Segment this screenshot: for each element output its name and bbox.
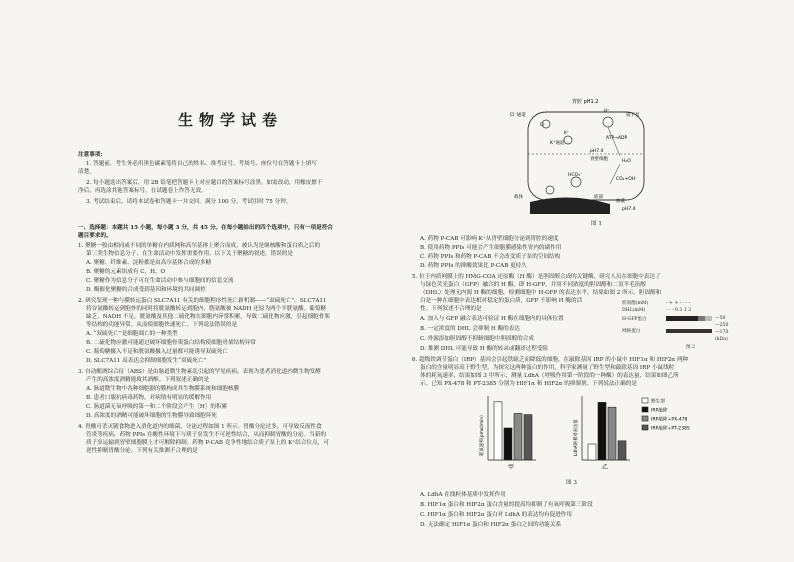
fig3-b-bar-2 (608, 407, 616, 460)
fig1-k-channel: K⁺通道 (550, 141, 565, 146)
fig2-row-clathrin: 网格蛋白 (622, 329, 641, 334)
fig3-a-y-label: 耗氧速率(pmol/min) (480, 415, 485, 456)
q6-option-b: B. HIF1α 蛋白和 HIF2α 蛋白含量的提高均抑制了有氧呼吸第三阶段 (420, 502, 593, 508)
note-2b: 净后，再选涂其他答案标号。在试题卷上作答无效。 (78, 188, 207, 194)
fig3-b-panel-label: 乙 (602, 464, 609, 471)
q1-option-d: D. 酶催化聚糖的合成受到基因和环境的共同调控 (86, 287, 206, 293)
fig3-legend-swatch-2 (642, 416, 648, 421)
q5-stem-5: 性。下列叙述不合理的是 (420, 306, 482, 312)
q5-stem-2: 与绿色荧光蛋白（GFP）融合的 H 酶，即 H-GFP，并用不同浓度的胆固醇和二氢羊毛甾醇 (420, 282, 646, 288)
q4-stem-1: 4. 胃酸可杀灭随食物进入消化道内的细菌，分泌过程如图 1 所示。胃酸分泌过多，可导致反流性食 (78, 424, 322, 430)
fig1-cl-ion: Cl⁻ (540, 122, 547, 127)
fig3-a-bar-3 (524, 415, 532, 460)
q6-stem-4: 示。已知 PX-478 和 PT-2385 分别为 HIF1α 和 HIF2α 的抑制剂。下列说法正确的是 (420, 381, 637, 387)
fig3-legend-label-3: IRP敲除+PT-2385 (651, 426, 690, 432)
fig3-b-bar-3 (618, 441, 626, 460)
q3-option-c: C. 肠道菌无氧呼吸的第一和二个阶段会产生［H］的积累 (86, 404, 228, 410)
q1-stem-2: 第三类生物信息分子，在生命活动中发挥重要作用。以下关于聚糖的叙述，错误的是 (86, 251, 293, 257)
fig3-legend-swatch-0 (642, 398, 648, 403)
fig3-b-y-label: LdhA的相对表达量 (574, 419, 579, 456)
q2-option-a: A. “双硫死亡”是细胞凋亡的一种类型 (86, 331, 178, 337)
figure-3-charts (470, 390, 700, 478)
fig3-a-panel-label: 甲 (508, 464, 515, 471)
q5-stem-4: 白是一种在细胞中表达相对稳定的蛋白质，GFP 不影响 H 酶的活 (420, 298, 583, 304)
fig1-proton-pump: 质子泵 (626, 113, 640, 118)
fig1-carrier: 载体 (514, 195, 523, 200)
q1-option-c: C. 聚糖作为信息分子可在生命活动中参与细胞间的信息交流 (86, 278, 234, 284)
notes-heading: 注意事项: (78, 152, 103, 158)
q2-stem-3: 缺乏，NADH 不足，胱氨酸及其他二硫化物在细胞内异常积累，导致二硫化物应激，引起细胞骨架 (86, 314, 330, 320)
fig3-legend-swatch-3 (642, 425, 648, 430)
q5-option-d: D. 推测 DHL 可能导致 H 酶的转录或翻译过程受阻 (420, 346, 549, 352)
q4-option-c: C. 药物 PPIs 和药物 P-CAB 不会改变质子泵的空间结构 (420, 254, 561, 260)
fig1-blood-ph: pH7.4 (622, 207, 636, 212)
fig2-row-cholesterol: 胆固醇(mM) (622, 301, 649, 306)
fig1-base: 底部 (594, 195, 603, 200)
q6-option-a: A. LdhA 在线粒体基质中发挥作用 (420, 492, 506, 498)
fig3-legend-swatch-1 (642, 407, 648, 412)
figure-2-blot (622, 300, 746, 352)
fig1-co2: CO₂+OH⁻ (616, 177, 638, 182)
figure-1-diagram (510, 94, 660, 218)
fig3-legend-label-0: 野生型 (651, 399, 665, 405)
fig1-cl-channel: Cl⁻通道 (510, 113, 526, 118)
fig3-legend-label-2: IRP敲除+PX-478 (651, 417, 688, 423)
fig2-row-hgfp: H-GFP蛋白 (622, 317, 647, 322)
q2-option-c: C. 葡萄糖摄入不足和胱氨酸摄入过量都可能诱导双硫死亡 (86, 349, 228, 355)
q3-option-b: B. 患者口服抗病毒药物，对病情有明显的缓解作用 (86, 395, 212, 401)
note-2a: 2. 每小题选出答案后，用 2B 铅笔把答题卡上对应题目的答案标号涂黑。如需改动，用橡皮擦干 (86, 180, 323, 186)
q4-stem-4: 逆性抑制胃酸分泌。下列有关推测不合理的是 (86, 448, 198, 454)
q3-stem-2: 产生的高浓度酒精能致其酒醉。下列叙述正确的是 (86, 377, 210, 383)
fig1-h-ion: H⁺ (604, 108, 610, 113)
fig3-a-bar-1 (504, 428, 512, 460)
q4-option-d: D. 药物 PPIs 的抑酸效果比 P-CAB 更持久 (420, 263, 527, 269)
fig1-blood: 血液 (616, 199, 625, 204)
q4-option-b: B. 使用药物 PPIs 可能会产生细胞膜感染性胃内的副作用 (420, 245, 562, 251)
fig2-hgfp-band (666, 316, 712, 321)
q2-option-d: D. SLC7A11 高表达会抑制细胞发生“双硫死亡” (86, 358, 207, 364)
fig2-kda-250: —250 (715, 323, 729, 328)
q4-stem-2: 管炎等疾病。药物 PPIs 在酸性环境下与质子泵发生不可逆性结合，从而抑制胃酸的分泌。当新的 (86, 432, 326, 438)
q3-stem-1: 3. 自动酿酒综合征（ABS）是由肠道微生物紊乱引起的罕见疾病，表现为患者消化道内微生物发酵 (78, 369, 321, 375)
fig2-kda-170: —170 (715, 330, 729, 335)
fig1-top-label: 胃腔 pH1.2 (572, 99, 599, 105)
q1-stem-1: 1. 聚糖一般由相同或不同的单糖在内质网和高尔基体上聚合而成，被认为是继核酸和蛋白质之后的 (78, 243, 321, 249)
fig3-b-bar-0 (588, 444, 596, 460)
figure-3-caption: 图 3 (566, 480, 577, 486)
figure-2-caption: 图 2 (686, 345, 695, 350)
fig1-atp-adp: ATP→ADP (606, 136, 628, 141)
section1-head-2: 题目要求的。 (78, 233, 112, 239)
note-1b: 清楚。 (78, 169, 95, 175)
q1-option-b: B. 聚糖的元素组成有 C、H、O (86, 269, 166, 275)
q5-stem-1: 5. 位于内质网膜上的 HMG-COA 还原酶（H 酶）是胆固醇合成的关键酶，研究人员在细胞中表达了 (412, 274, 661, 280)
fig1-ph74: pH7.4 (590, 149, 604, 154)
section1-head-1: 一、选择题：本题共 15 小题，每小题 3 分，共 45 分。在每小题给出的四个选项中，只有一项是符合 (78, 225, 333, 231)
q6-option-d: D. 无法确定 HIF1α 蛋白和 HIF2α 蛋白之间的功能关系 (420, 522, 562, 528)
q6-option-c: C. HIF1α 蛋白和 HIF2α 蛋白对 LdhA 的表达均有促进作用 (420, 512, 572, 518)
q5-stem-3: （DHL）处理无内源 H 酶的细胞，检测细胞中 H-GFP 的表达水平，结果如图 2 所示。胆固醇和 (420, 290, 662, 296)
q4-option-a: A. 药物 P-CAB 可影响 K⁺从胃壁细胞分泌到胃腔的速度 (420, 236, 559, 242)
fig2-clathrin-band (666, 329, 712, 333)
fig2-row-cholesterol-values: - + + - - - - (666, 301, 691, 306)
q2-stem-2: 将谷氨酸转运到胞外的同时将胱氨酸转运到胞内，胱氨酸被 NADH 还原为两个半胱氨酸。葡萄糖 (86, 306, 327, 312)
fig2-row-dhl: DHL(mM) (622, 308, 646, 313)
fig1-k-ion: K⁺ (564, 130, 569, 135)
fig1-hco3: HCO₃⁻ (568, 173, 583, 178)
q2-stem-1: 2. 研究发现一种与膜转运蛋白 SLC7A11 有关的细胞程序性死亡新机制——“双硫死亡”。SLC7A11 (78, 298, 327, 304)
fig1-h2o: H₂O (622, 159, 631, 164)
fig3-a-bar-2 (514, 413, 522, 460)
q2-stem-4: 等结构的功能异常，从而使细胞快速死亡。下列说法错误的是 (86, 322, 238, 328)
q5-option-b: B. 一定浓度的 DHL 会抑制 H 酶的表达 (420, 326, 520, 332)
fig2-row-dhl-values: - - - 0.3 1 3 (666, 308, 692, 313)
q6-stem-2: 蛋白的含量明显高于野生型，为探究这两种蛋白的作用，科学家测量了野生型和敲除基因 IRP 小鼠线粒 (420, 365, 675, 371)
q6-stem-1: 6. 超级铁调节蛋白（IRP）基因会引起铁缺乏而降低的细胞，在敲除基因 IRP 的小鼠中 HIF1α 和 HIF2α 两种 (412, 357, 689, 363)
q4-stem-3: 质子泵运输到胃壁细胞膜上才可解除抑制。药物 P-CAB 竞争性地结合质子泵上的 K⁺结合位点，可 (86, 440, 329, 446)
q1-option-a: A. 聚糖、纤维素、淀粉都是由高尔基体合成的多糖 (86, 260, 212, 266)
q2-option-b: B. 二硫化物应激可能通过破坏细胞骨架蛋白结构使细胞骨架结构异常 (86, 340, 256, 346)
q3-option-a: A. 肠道微生物中各种细胞器的膜构成其生物膜系统和细胞核膜 (86, 386, 240, 392)
note-1a: 1. 答题前，考生务必用黑色碳素笔将自己的姓名、准考证号、考场号、座位号在答题卡上填写 (86, 161, 317, 167)
exam-title: 生物学试卷 (178, 111, 284, 129)
fig3-a-bar-0 (494, 402, 502, 460)
fig2-kda-50: —50 (715, 316, 726, 321)
q6-stem-3: 体的耗氧速率，结果如图 3 甲所示；测量 LdhA（呼吸作用第一阶段的一种酶）的表达量，结果如图乙所 (420, 373, 679, 379)
fig3-b-bar-1 (598, 402, 606, 460)
q5-option-a: A. 加入与 GFP 融合表达可验证 H 酶在细胞内的具体位置 (420, 316, 564, 322)
q3-option-d: D. 高浓度的酒精可能破坏细胞的生物膜导致细胞坏死 (86, 413, 217, 419)
fig3-legend-label-1: IRP敲除 (651, 408, 668, 414)
note-3: 3. 考试结束后，请将本试卷和答题卡一并交回。满分 100 分，考试用时 75 分钟。 (86, 199, 292, 205)
fig2-unit: (kDa) (715, 337, 728, 342)
q5-option-c: C. 外源添加胆固醇不抑制细胞中胆固醇的合成 (420, 336, 534, 342)
figure-1-caption: 图 1 (591, 221, 602, 227)
fig1-cell-label: 胃壁细胞 (590, 157, 608, 162)
